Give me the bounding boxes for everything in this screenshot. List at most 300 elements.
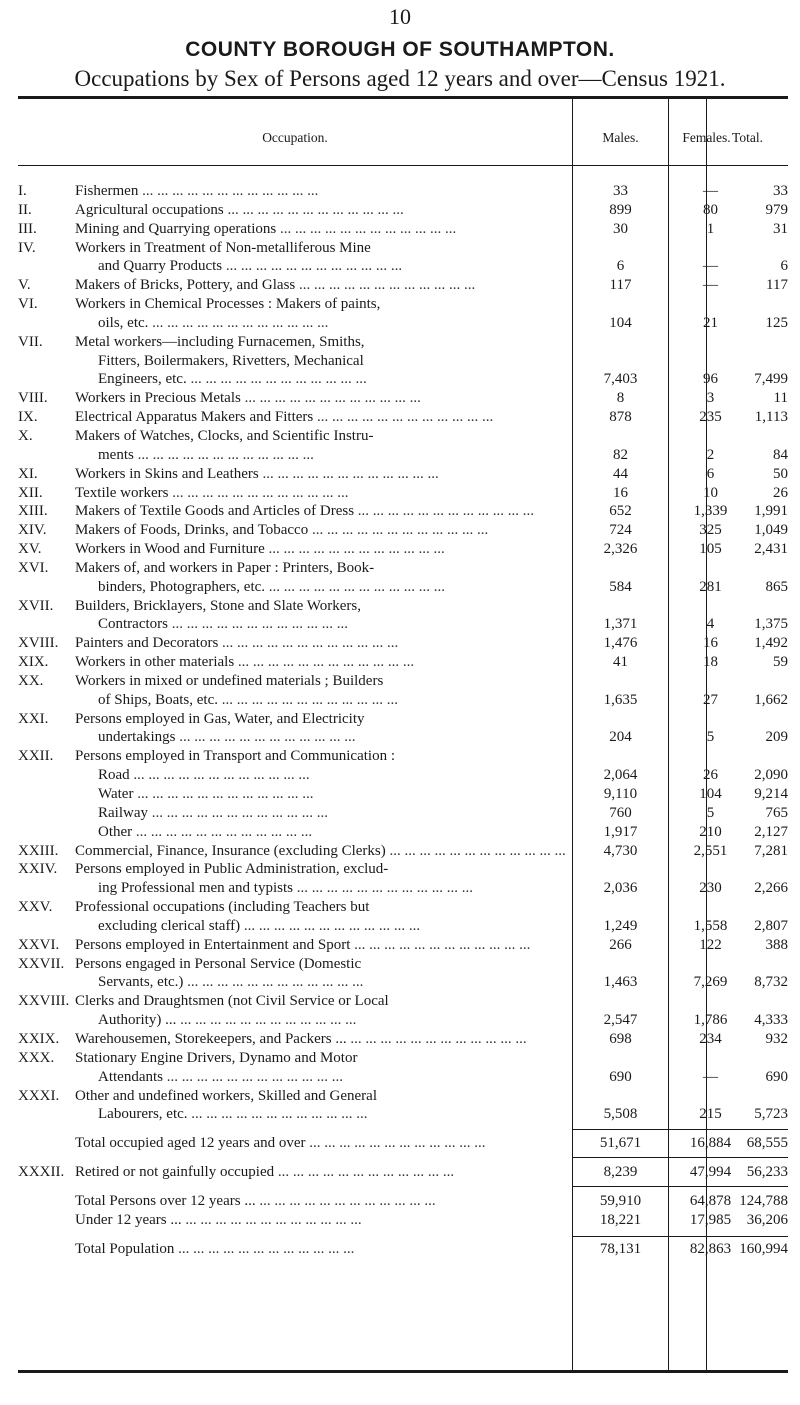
total-value: 1,991 [754, 503, 788, 520]
spacer [18, 1153, 788, 1163]
table-row [18, 728, 788, 747]
row-label: Total Persons over 12 years ... ... ... ... ... ... ... ... ... ... ... ... ... [75, 1192, 436, 1209]
dot-leader: ... ... ... ... ... ... ... ... ... ... ... ... [186, 371, 367, 388]
dot-leader: ... ... ... ... ... ... ... ... ... ... ... ... [133, 446, 314, 463]
table-row [18, 1049, 788, 1068]
row-label: Persons employed in Public Administration, exclud- [75, 861, 389, 878]
total-value: 59 [773, 654, 788, 671]
row-number: V. [18, 277, 31, 294]
table-row [18, 540, 788, 559]
total-value: 1,662 [754, 691, 788, 708]
table-row [18, 823, 788, 842]
row-label: Workers in Precious Metals ... ... ... ... ... ... ... ... ... ... ... ... [75, 390, 421, 407]
dot-leader: ... ... ... ... ... ... ... ... ... ... ... ... [176, 1012, 357, 1029]
total-value: 9,214 [754, 786, 788, 802]
dot-leader: ... ... ... ... ... ... ... ... ... ... ... ... [264, 541, 445, 558]
table-row [18, 898, 788, 917]
table-row [18, 389, 788, 408]
row-number: III. [18, 220, 37, 237]
row-label: Stationary Engine Drivers, Dynamo and Motor [75, 1049, 358, 1066]
females-value: 82,863 [689, 1240, 732, 1257]
row-number: XXIV. [18, 861, 58, 878]
row-number: XXVIII. [18, 993, 70, 1010]
row-label: Persons employed in Gas, Water, and Electricity [75, 710, 365, 727]
total-value: 932 [765, 1030, 788, 1047]
males-value: 44 [613, 465, 628, 482]
dot-leader: ... ... ... ... ... ... ... ... ... ... ... ... [313, 409, 494, 426]
rule-total-population-top [572, 1236, 788, 1237]
table-row [18, 257, 788, 276]
row-label: Workers in Skins and Leathers ... ... ... ... ... ... ... ... ... ... ... ... [75, 465, 439, 482]
females-value: 7,269 [693, 974, 728, 991]
total-value: 26 [773, 484, 788, 501]
dot-leader: ... ... ... ... ... ... ... ... ... ... ... ... [187, 1106, 368, 1123]
row-label: Contractors ... ... ... ... ... ... ... ... ... ... ... ... [98, 616, 348, 633]
males-value: 2,064 [603, 767, 638, 784]
females-value: 16 [703, 635, 718, 652]
row-number: XXII. [18, 748, 54, 765]
header-total: Total. [732, 130, 763, 145]
row-number: I. [18, 183, 27, 199]
occupation-table [18, 182, 788, 1258]
row-label: of Ships, Boats, etc. ... ... ... ... ... ... ... ... ... ... ... ... [98, 691, 398, 708]
row-label: Total occupied aged 12 years and over ... ... ... ... ... ... ... ... ... ... ... ... [75, 1135, 486, 1152]
row-number: XVI. [18, 559, 49, 576]
row-label: Other ... ... ... ... ... ... ... ... ... ... ... ... [98, 823, 313, 840]
total-value: 125 [765, 314, 788, 331]
males-value: 266 [609, 936, 632, 953]
females-value: 27 [703, 691, 718, 708]
row-label: Workers in other materials ... ... ... ... ... ... ... ... ... ... ... ... [75, 654, 415, 671]
females-value: 235 [699, 409, 722, 426]
table-row [18, 766, 788, 785]
females-value: 1,339 [693, 503, 728, 520]
females-value: 64,878 [689, 1192, 732, 1209]
total-value: 2,807 [754, 917, 788, 934]
row-label: Makers of Watches, Clocks, and Scientific Instru- [75, 427, 374, 444]
males-value: 1,463 [603, 974, 638, 991]
females-value: 5 [706, 729, 715, 746]
table-row [18, 785, 788, 804]
total-value: 56,233 [746, 1164, 788, 1181]
row-label: Authority) ... ... ... ... ... ... ... ... ... ... ... ... ... [98, 1012, 357, 1029]
row-number: II. [18, 201, 32, 218]
row-label: binders, Photographers, etc. ... ... ... ... ... ... ... ... ... ... ... ... [98, 578, 446, 595]
dot-leader: ... ... ... ... ... ... ... ... ... ... ... ... [138, 183, 319, 199]
dot-leader: ... ... ... ... ... ... ... ... ... ... ... ... [218, 691, 398, 708]
row-number: IX. [18, 409, 38, 426]
row-label: Makers of Bricks, Pottery, and Glass ... ... ... ... ... ... ... ... ... ... ... ... [75, 277, 476, 294]
females-value: 16,884 [689, 1135, 732, 1152]
row-number: XXVII. [18, 955, 65, 972]
row-number: XV. [18, 541, 42, 558]
rule-total-occupied-top [572, 1129, 788, 1130]
dot-leader: ... ... ... ... ... ... ... ... ... ... ... ... [295, 277, 476, 294]
table-row [18, 597, 788, 616]
total-value: 1,113 [754, 409, 788, 426]
males-value: 117 [609, 277, 632, 294]
dot-leader: ... ... ... ... ... ... ... ... ... ... ... ... [129, 767, 310, 784]
females-value: 104 [699, 786, 722, 802]
table-row [18, 465, 788, 484]
table-row [18, 408, 788, 427]
table-row [18, 710, 788, 729]
total-value: 2,127 [754, 823, 788, 840]
dot-leader: ... ... ... ... ... ... ... ... ... ... ... ... [305, 1135, 486, 1152]
dot-leader: ... ... ... ... ... ... ... ... ... ... ... ... [168, 484, 349, 501]
row-label: Mining and Quarrying operations ... ... ... ... ... ... ... ... ... ... ... ... [75, 220, 457, 237]
row-label: Persons employed in Transport and Communication : [75, 748, 395, 765]
row-number: XXV. [18, 899, 53, 916]
males-value: 1,476 [603, 635, 638, 652]
row-label: Clerks and Draughtsmen (not Civil Service or Local [75, 993, 389, 1010]
females-value: 80 [703, 201, 718, 218]
row-label: Textile workers ... ... ... ... ... ... ... ... ... ... ... ... [75, 484, 349, 501]
males-value: 2,547 [603, 1012, 638, 1029]
row-label: excluding clerical staff) ... ... ... ... ... ... ... ... ... ... ... ... [98, 917, 421, 934]
row-label: Persons employed in Entertainment and Sport ... ... ... ... ... ... ... ... ... ... ... ... [75, 936, 531, 953]
females-value: 96 [703, 371, 718, 388]
males-value: 8 [616, 390, 625, 407]
table-row [18, 1163, 788, 1182]
dot-leader: ... ... ... ... ... ... ... ... ... ... ... ... [133, 786, 314, 802]
females-value: — [703, 1068, 718, 1085]
rule-retired-bottom [572, 1186, 788, 1187]
females-value: 1 [706, 220, 715, 237]
females-value: — [703, 258, 718, 275]
total-value: 124,788 [739, 1192, 788, 1209]
table-row [18, 220, 788, 239]
males-value: 82 [613, 446, 628, 463]
table-row [18, 1030, 788, 1049]
row-label: Metal workers—including Furnacemen, Smiths, [75, 333, 365, 350]
total-value: 1,492 [754, 635, 788, 652]
females-value: 6 [706, 465, 715, 482]
females-value: 21 [703, 314, 718, 331]
dot-leader: ... ... ... ... ... ... ... ... ... ... ... ... [163, 1068, 343, 1085]
header-males: Males. [602, 130, 639, 145]
row-label: Attendants ... ... ... ... ... ... ... ... ... ... ... ... [98, 1068, 343, 1085]
table-row [18, 936, 788, 955]
row-label: Makers of, and workers in Paper : Printers, Book- [75, 559, 375, 576]
row-label: Commercial, Finance, Insurance (excluding Clerks) ... ... ... ... ... ... ... ... ... ... ... ... [75, 842, 566, 859]
row-number: VIII. [18, 390, 48, 407]
table-row [18, 182, 788, 201]
females-value: — [703, 183, 718, 199]
females-value: 325 [699, 522, 722, 539]
table-row [18, 446, 788, 465]
table-row [18, 747, 788, 766]
total-value: 7,499 [754, 371, 788, 388]
total-value: 117 [766, 277, 788, 294]
females-value: 2,551 [693, 842, 728, 859]
males-value: 30 [613, 220, 628, 237]
females-value: 230 [699, 880, 722, 897]
males-value: 760 [609, 804, 632, 821]
table-row [18, 672, 788, 691]
header-rule [18, 165, 788, 166]
table-row [18, 295, 788, 314]
total-value: 690 [765, 1068, 788, 1085]
row-label: Engineers, etc. ... ... ... ... ... ... ... ... ... ... ... ... [98, 371, 367, 388]
males-value: 690 [609, 1068, 632, 1085]
males-value: 878 [609, 409, 632, 426]
table-row [18, 1240, 788, 1259]
dot-leader: ... ... ... ... ... ... ... ... ... ... ... ... [265, 578, 446, 595]
dot-leader: ... ... ... ... ... ... ... ... ... ... ... ... [132, 823, 313, 840]
table-row [18, 1068, 788, 1087]
dot-leader: ... ... ... ... ... ... ... ... ... ... ... ... [308, 522, 489, 539]
males-value: 51,671 [599, 1135, 642, 1152]
table-row [18, 1011, 788, 1030]
dot-leader: ... ... ... ... ... ... ... ... ... ... ... ... [240, 390, 421, 407]
males-value: 78,131 [599, 1240, 642, 1257]
row-label: Labourers, etc. ... ... ... ... ... ... ... ... ... ... ... ... [98, 1106, 368, 1123]
row-label: Builders, Bricklayers, Stone and Slate Workers, [75, 597, 361, 614]
row-number: XXVI. [18, 936, 60, 953]
females-value: 18 [703, 654, 718, 671]
dot-leader: ... ... ... ... ... ... ... ... ... ... ... ... [346, 1030, 527, 1047]
table-row [18, 615, 788, 634]
females-value: 3 [706, 390, 715, 407]
males-value: 7,403 [603, 371, 638, 388]
row-number: XIX. [18, 654, 49, 671]
males-value: 41 [613, 654, 628, 671]
males-value: 899 [609, 201, 632, 218]
row-label: oils, etc. ... ... ... ... ... ... ... ... ... ... ... ... [98, 314, 329, 331]
row-label: Fitters, Boilermakers, Rivetters, Mechanical [98, 352, 364, 369]
males-value: 1,635 [603, 691, 638, 708]
row-number: XXIII. [18, 842, 59, 859]
females-value: 1,786 [693, 1012, 728, 1029]
dot-leader: ... ... ... ... ... ... ... ... ... ... ... ... [148, 314, 329, 331]
total-value: 8,732 [754, 974, 788, 991]
row-number: XX. [18, 672, 44, 689]
row-label: Workers in Treatment of Non-metalliferous Mine [75, 239, 371, 256]
dot-leader: ... ... ... ... ... ... ... ... ... ... ... ... [354, 503, 535, 520]
table-row [18, 1105, 788, 1124]
row-label: and Quarry Products ... ... ... ... ... ... ... ... ... ... ... ... [98, 258, 403, 275]
table-row [18, 917, 788, 936]
males-value: 104 [609, 314, 632, 331]
row-number: XXXII. [18, 1164, 65, 1181]
row-label: Makers of Textile Goods and Articles of Dress ... ... ... ... ... ... ... ... ... ... ... ... [75, 503, 535, 520]
page-subtitle: Occupations by Sex of Persons aged 12 years and over—Census 1921. [74, 66, 726, 91]
males-value: 2,326 [603, 541, 638, 558]
males-value: 4,730 [603, 842, 638, 859]
females-value: 122 [699, 936, 722, 953]
row-label: ing Professional men and typists ... ... ... ... ... ... ... ... ... ... ... ... [98, 880, 473, 897]
males-value: 33 [613, 183, 628, 199]
row-number: XVII. [18, 597, 54, 614]
row-label: Workers in Wood and Furniture ... ... ... ... ... ... ... ... ... ... ... ... [75, 541, 445, 558]
total-value: 36,206 [746, 1211, 788, 1228]
table-row [18, 691, 788, 710]
females-value: — [703, 277, 718, 294]
row-label: Agricultural occupations ... ... ... ... ... ... ... ... ... ... ... ... [75, 201, 404, 218]
row-label: Railway ... ... ... ... ... ... ... ... ... ... ... ... [98, 804, 328, 821]
males-value: 16 [613, 484, 628, 501]
males-value: 724 [609, 522, 632, 539]
total-value: 84 [773, 446, 788, 463]
row-number: XXIX. [18, 1030, 60, 1047]
table-row [18, 578, 788, 597]
table-row [18, 955, 788, 974]
row-label: Road ... ... ... ... ... ... ... ... ... ... ... ... [98, 767, 310, 784]
dot-leader: ... ... ... ... ... ... ... ... ... ... ... ... [385, 842, 566, 859]
page-title: COUNTY BOROUGH OF SOUTHAMPTON. [185, 38, 615, 61]
males-value: 698 [609, 1030, 632, 1047]
table-row [18, 1134, 788, 1153]
dot-leader: ... ... ... ... ... ... ... ... ... ... ... ... [183, 974, 364, 991]
dot-leader: ... ... ... ... ... ... ... ... ... ... ... ... [255, 1192, 436, 1209]
row-label: undertakings ... ... ... ... ... ... ... ... ... ... ... ... [98, 729, 356, 746]
males-value: 1,371 [603, 616, 638, 633]
table-row [18, 992, 788, 1011]
females-value: 17,985 [689, 1211, 732, 1228]
row-number: XXI. [18, 710, 49, 727]
males-value: 584 [609, 578, 632, 595]
total-value: 2,266 [754, 880, 788, 897]
table-row [18, 201, 788, 220]
table-row [18, 879, 788, 898]
males-value: 1,249 [603, 917, 638, 934]
spacer [18, 1230, 788, 1240]
females-value: 281 [699, 578, 722, 595]
table-row [18, 484, 788, 503]
males-value: 5,508 [603, 1106, 638, 1123]
total-value: 2,090 [754, 767, 788, 784]
table-row [18, 1087, 788, 1106]
row-label: Servants, etc.) ... ... ... ... ... ... ... ... ... ... ... ... [98, 974, 364, 991]
females-value: 10 [703, 484, 718, 501]
row-number: XIII. [18, 503, 48, 520]
row-number: VI. [18, 296, 38, 313]
males-value: 18,221 [599, 1211, 642, 1228]
total-value: 160,994 [739, 1240, 788, 1257]
row-label: Electrical Apparatus Makers and Fitters ... ... ... ... ... ... ... ... ... ... ... ... [75, 409, 494, 426]
row-label: Professional occupations (including Teachers but [75, 899, 370, 916]
dot-leader: ... ... ... ... ... ... ... ... ... ... ... ... [274, 1164, 455, 1181]
row-number: XXXI. [18, 1087, 60, 1104]
total-value: 1,375 [754, 616, 788, 633]
row-label: Workers in Chemical Processes : Makers of paints, [75, 296, 381, 313]
row-number: XII. [18, 484, 43, 501]
row-label: Painters and Decorators ... ... ... ... ... ... ... ... ... ... ... ... [75, 635, 399, 652]
total-value: 33 [773, 183, 788, 199]
females-value: 26 [703, 767, 718, 784]
table-row [18, 653, 788, 672]
top-rule [18, 96, 788, 99]
row-label: Other and undefined workers, Skilled and General [75, 1087, 377, 1104]
males-value: 204 [609, 729, 632, 746]
bottom-rule [18, 1370, 788, 1373]
row-label: ments ... ... ... ... ... ... ... ... ... ... ... ... [98, 446, 314, 463]
females-value: 47,994 [689, 1164, 732, 1181]
dot-leader: ... ... ... ... ... ... ... ... ... ... ... ... [234, 654, 415, 671]
total-value: 979 [765, 201, 788, 218]
males-value: 6 [616, 258, 625, 275]
table-row [18, 842, 788, 861]
females-value: 105 [699, 541, 722, 558]
total-value: 7,281 [754, 842, 788, 859]
dot-leader: ... ... ... ... ... ... ... ... ... ... ... ... [293, 880, 473, 897]
dot-leader: ... ... ... ... ... ... ... ... ... ... ... ... [258, 465, 439, 482]
table-row [18, 559, 788, 578]
total-value: 11 [773, 390, 788, 407]
total-value: 6 [780, 258, 788, 275]
table-row [18, 804, 788, 823]
total-value: 5,723 [754, 1106, 788, 1123]
row-label: Makers of Foods, Drinks, and Tobacco ... ... ... ... ... ... ... ... ... ... ... ... [75, 522, 489, 539]
females-value: 215 [699, 1106, 722, 1123]
dot-leader: ... ... ... ... ... ... ... ... ... ... ... ... [240, 917, 421, 934]
dot-leader: ... ... ... ... ... ... ... ... ... ... ... ... [148, 804, 328, 821]
table-row [18, 427, 788, 446]
dot-leader: ... ... ... ... ... ... ... ... ... ... ... ... [222, 258, 403, 275]
total-value: 388 [765, 936, 788, 953]
header-females: Females. [682, 130, 731, 145]
table-row [18, 634, 788, 653]
females-value: 4 [706, 616, 715, 633]
row-number: XI. [18, 465, 38, 482]
header-occupation: Occupation. [262, 130, 328, 145]
dot-leader: ... ... ... ... ... ... ... ... ... ... ... ... [174, 1240, 355, 1257]
total-value: 2,431 [754, 541, 788, 558]
total-value: 31 [773, 220, 788, 237]
males-value: 59,910 [599, 1192, 642, 1209]
males-value: 1,917 [603, 823, 638, 840]
table-row [18, 352, 788, 371]
males-value: 652 [609, 503, 632, 520]
table-row [18, 1192, 788, 1211]
dot-leader: ... ... ... ... ... ... ... ... ... ... ... ... [167, 616, 348, 633]
table-row [18, 521, 788, 540]
row-number: XIV. [18, 522, 47, 539]
row-label: Workers in mixed or undefined materials ; Builders [75, 672, 384, 689]
row-number: XXX. [18, 1049, 55, 1066]
table-row [18, 370, 788, 389]
females-value: 210 [699, 823, 722, 840]
total-value: 209 [765, 729, 788, 746]
row-label: Persons engaged in Personal Service (Domestic [75, 955, 362, 972]
table-row [18, 973, 788, 992]
row-label: Warehousemen, Storekeepers, and Packers ... ... ... ... ... ... ... ... ... ... ... ... ... [75, 1030, 527, 1047]
females-value: 234 [699, 1030, 722, 1047]
dot-leader: ... ... ... ... ... ... ... ... ... ... ... ... [223, 201, 404, 218]
row-number: IV. [18, 239, 36, 256]
row-label: Total Population ... ... ... ... ... ... ... ... ... ... ... ... [75, 1240, 355, 1257]
total-value: 1,049 [754, 522, 788, 539]
table-row [18, 502, 788, 521]
table-row [18, 860, 788, 879]
total-value: 765 [765, 804, 788, 821]
row-label: Retired or not gainfully occupied ... ... ... ... ... ... ... ... ... ... ... ... [75, 1164, 455, 1181]
total-value: 4,333 [754, 1012, 788, 1029]
row-label: Under 12 years ... ... ... ... ... ... ... ... ... ... ... ... ... [75, 1211, 362, 1228]
dot-leader: ... ... ... ... ... ... ... ... ... ... ... ... [350, 936, 531, 953]
table-row [18, 314, 788, 333]
page-number: 10 [389, 4, 411, 29]
row-label: Water ... ... ... ... ... ... ... ... ... ... ... ... [98, 786, 314, 802]
row-number: XVIII. [18, 635, 59, 652]
males-value: 8,239 [603, 1164, 638, 1181]
row-number: X. [18, 427, 33, 444]
females-value: 5 [706, 804, 715, 821]
dot-leader: ... ... ... ... ... ... ... ... ... ... ... ... [181, 1211, 362, 1228]
dot-leader: ... ... ... ... ... ... ... ... ... ... ... ... [218, 635, 399, 652]
table-row [18, 1211, 788, 1230]
